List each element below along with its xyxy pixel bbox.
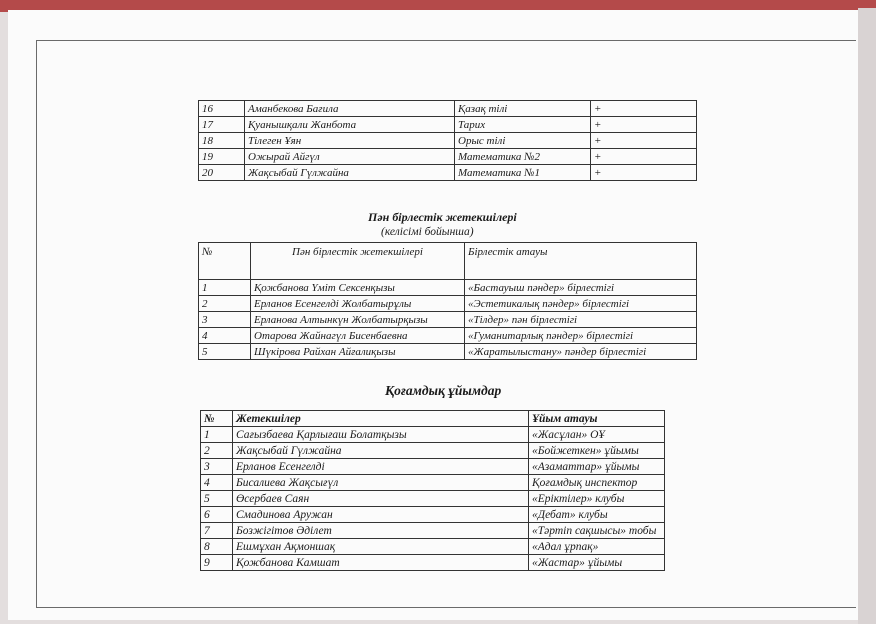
cell-subject: Математика №2 [455,149,591,165]
cell-num: 19 [199,149,245,165]
table-row [201,523,665,539]
cell-name: Қуанышқали Жанбота [245,117,455,133]
cell-union: «Эстетикалық пәндер» бірлестігі [465,296,697,312]
leaders-table [198,242,697,360]
table-row [199,165,697,181]
cell-leader: Өсербаев Саян [233,491,529,507]
header-num: № [199,243,251,280]
header-num: № [201,411,233,427]
cell-num: 7 [201,523,233,539]
cell-num: 3 [199,312,251,328]
cell-num: 20 [199,165,245,181]
scan-right-edge [858,8,876,624]
table-row [201,475,665,491]
cell-org: Қоғамдық инспектор [529,475,665,491]
cell-name: Жақсыбай Гүлжайна [245,165,455,181]
students-table [198,100,697,181]
cell-org: «Азаматтар» ұйымы [529,459,665,475]
cell-org: «Жастар» ұйымы [529,555,665,571]
cell-num: 2 [201,443,233,459]
cell-num: 5 [199,344,251,360]
leaders-section-subtitle: (келісімі бойынша) [381,226,474,238]
cell-mark: + [591,101,697,117]
cell-union: «Тілдер» пән бірлестігі [465,312,697,328]
cell-union: «Жаратылыстану» пәндер бірлестігі [465,344,697,360]
cell-num: 1 [199,280,251,296]
header-leader: Пән бірлестік жетекшілері [251,243,465,280]
table-row [201,507,665,523]
table-row [199,328,697,344]
cell-leader: Қожбанова Үміт Сексенқызы [251,280,465,296]
table-row [201,539,665,555]
cell-union: «Бастауыш пәндер» бірлестігі [465,280,697,296]
cell-mark: + [591,149,697,165]
cell-num: 17 [199,117,245,133]
cell-num: 4 [199,328,251,344]
cell-leader: Бозжігітов Әділет [233,523,529,539]
table-row [201,491,665,507]
cell-org: «Адал ұрпақ» [529,539,665,555]
leaders-section-title: Пән бірлестік жетекшілері [368,210,517,224]
cell-leader: Шүкірова Райхан Айғалиқызы [251,344,465,360]
header-org: Ұйым атауы [529,411,665,427]
table-row [199,280,697,296]
cell-leader: Жақсыбай Гүлжайна [233,443,529,459]
cell-subject: Тарих [455,117,591,133]
cell-num: 3 [201,459,233,475]
table-row [199,117,697,133]
table-row [201,555,665,571]
cell-leader: Қожбанова Камшат [233,555,529,571]
cell-name: Аманбекова Бағила [245,101,455,117]
cell-num: 4 [201,475,233,491]
cell-num: 2 [199,296,251,312]
cell-leader: Бисалиева Жақсығүл [233,475,529,491]
cell-leader: Ешмұхан Ақмоншақ [233,539,529,555]
cell-org: «Тәртіп сақшысы» тобы [529,523,665,539]
cell-leader: Ерланов Есенгелді Жолбатырұлы [251,296,465,312]
cell-leader: Отарова Жайнагүл Бисенбаевна [251,328,465,344]
orgs-section-title: Қоғамдық ұйымдар [385,383,502,398]
cell-num: 8 [201,539,233,555]
table-row [199,149,697,165]
table-row [201,443,665,459]
cell-org: «Жасұлан» ОҰ [529,427,665,443]
cell-mark: + [591,165,697,181]
cell-name: Тілеген Ұян [245,133,455,149]
cell-num: 5 [201,491,233,507]
cell-name: Ожырай Айгүл [245,149,455,165]
cell-num: 9 [201,555,233,571]
header-leader: Жетекшілер [233,411,529,427]
table-row [201,427,665,443]
cell-num: 6 [201,507,233,523]
cell-leader: Ерланова Алтынкүн Жолбатырқызы [251,312,465,328]
cell-union: «Гуманитарлық пәндер» бірлестігі [465,328,697,344]
table-header-row [199,243,697,280]
cell-leader: Сағызбаева Қарлығаш Болатқызы [233,427,529,443]
table-row [199,101,697,117]
cell-org: «Бойжеткен» ұйымы [529,443,665,459]
cell-org: «Еріктілер» клубы [529,491,665,507]
cell-subject: Орыс тілі [455,133,591,149]
cell-num: 18 [199,133,245,149]
cell-leader: Ерланов Есенгелді [233,459,529,475]
cell-subject: Қазақ тілі [455,101,591,117]
table-row [199,296,697,312]
table-row [199,344,697,360]
cell-subject: Математика №1 [455,165,591,181]
organizations-table [200,410,665,571]
table-header-row [201,411,665,427]
cell-mark: + [591,133,697,149]
table-row [201,459,665,475]
cell-leader: Смадинова Аружан [233,507,529,523]
cell-mark: + [591,117,697,133]
header-union: Бірлестік атауы [465,243,697,280]
table-row [199,312,697,328]
cell-org: «Дебат» клубы [529,507,665,523]
cell-num: 16 [199,101,245,117]
table-row [199,133,697,149]
cell-num: 1 [201,427,233,443]
